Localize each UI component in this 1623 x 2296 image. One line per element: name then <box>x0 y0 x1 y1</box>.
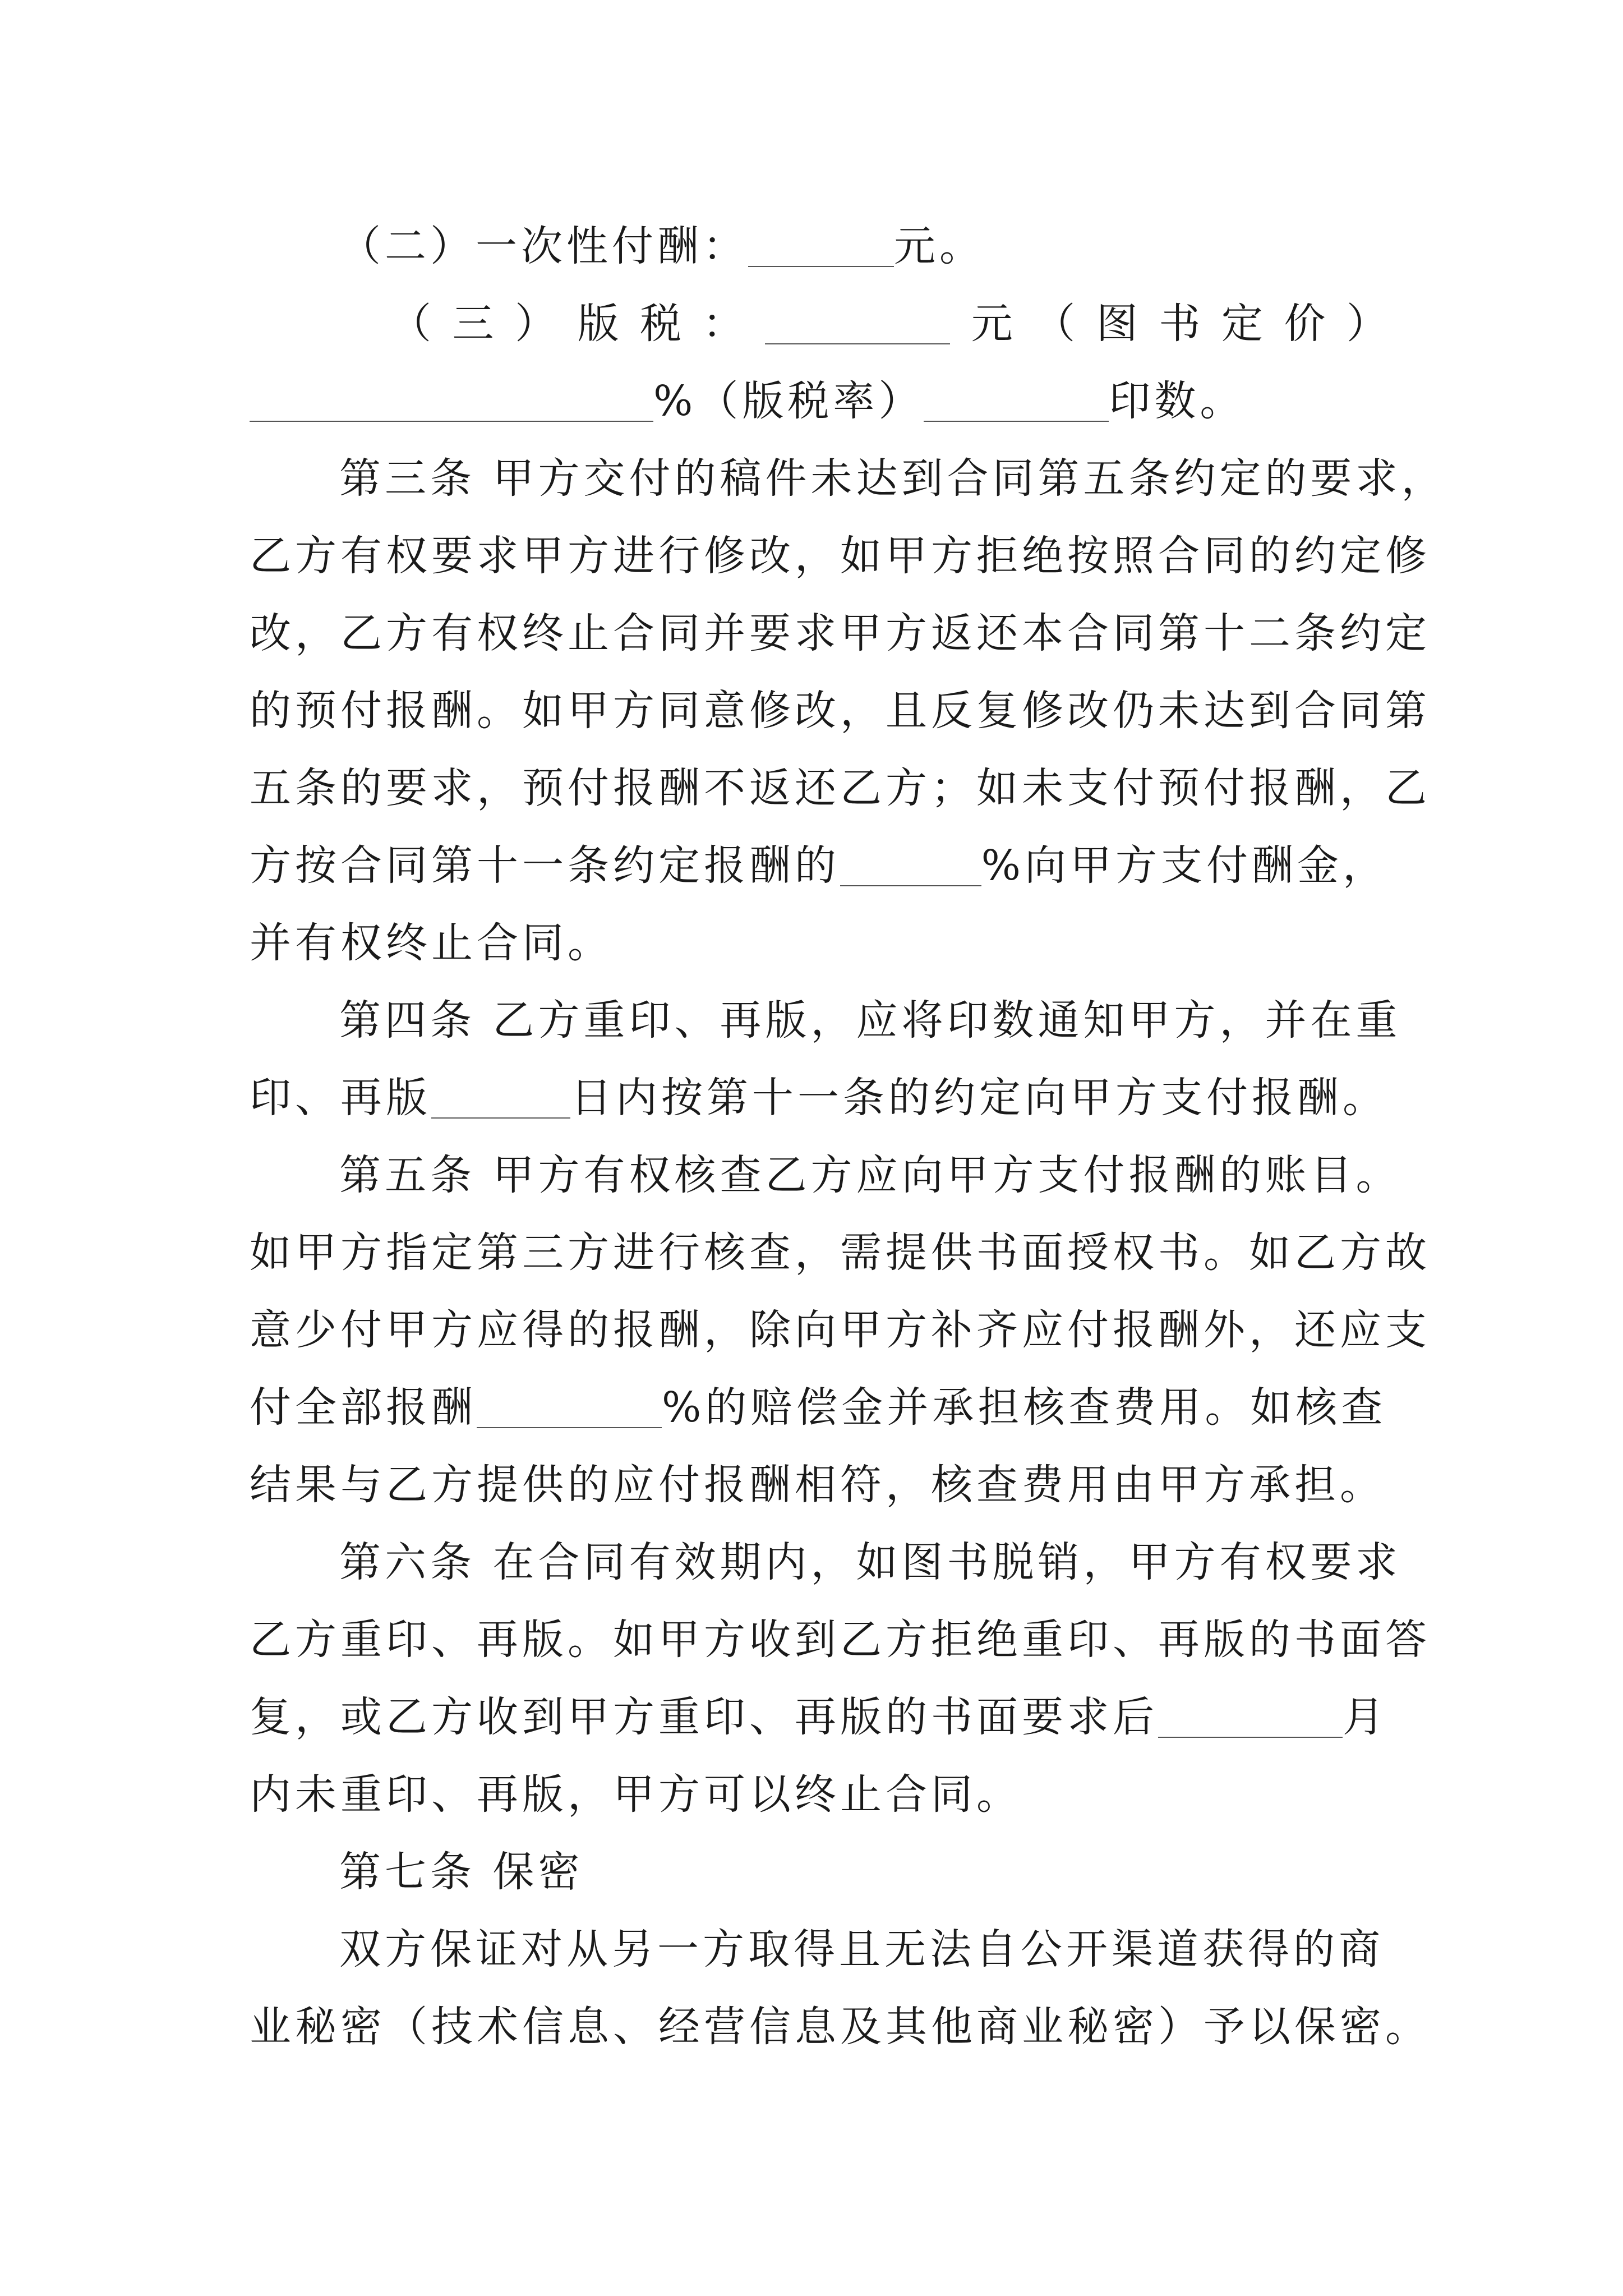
clause-royalty-rate <box>250 362 1388 440</box>
article-6-text: 月 <box>1343 1693 1388 1741</box>
royalty-char: （ <box>1034 300 1076 348</box>
article-6-line <box>250 1678 1388 1756</box>
article-7-title: 第七条 保密 <box>339 1848 584 1896</box>
article-7-line: 双方保证对从另一方取得且无法自公开渠道获得的商 <box>339 1925 1384 1973</box>
royalty-char: 价 <box>1284 300 1326 348</box>
article-3-line: 乙方有权要求甲方进行修改，如甲方拒绝按照合同的约定修 <box>250 532 1431 580</box>
article-4-line <box>250 1059 1388 1137</box>
royalty-char: 元 <box>971 300 1013 348</box>
royalty-rate-label: %（版税率） <box>653 377 924 425</box>
royalty-char: 书 <box>1159 300 1201 348</box>
article-4-text: 印、再版 <box>250 1074 431 1122</box>
article-5-line <box>250 1369 1388 1446</box>
clause-royalty <box>250 285 1388 362</box>
article-3-text: 方按合同第十一条约定报酬的 <box>250 841 840 890</box>
royalty-char: 税 <box>640 300 682 348</box>
royalty-char: 三 <box>452 300 494 348</box>
print-count-blank[interactable] <box>924 380 1109 422</box>
royalty-char: 图 <box>1096 300 1138 348</box>
article-6-line: 乙方重印、再版。如甲方收到乙方拒绝重印、再版的书面答 <box>250 1616 1431 1664</box>
article-3-line: 第三条 甲方交付的稿件未达到合同第五条约定的要求， <box>339 454 1447 503</box>
article-5-line: 如甲方指定第三方进行核查，需提供书面授权书。如乙方故 <box>250 1228 1431 1277</box>
article-6-text: 复，或乙方收到甲方重印、再版的书面要求后 <box>250 1693 1158 1741</box>
royalty-char: ： <box>702 300 744 348</box>
lump-sum-label: （二）一次性付酬： <box>339 222 748 270</box>
royalty-char: 版 <box>577 300 619 348</box>
article-3-text: %向甲方支付酬金， <box>981 841 1388 890</box>
article-3-line: 并有权终止合同。 <box>250 919 613 967</box>
royalty-char: （ <box>390 300 431 348</box>
article-4-line: 第四条 乙方重印、再版，应将印数通知甲方，并在重 <box>339 996 1401 1045</box>
lump-sum-unit: 元。 <box>894 222 985 270</box>
article-3-line: 改，乙方有权终止合同并要求甲方返还本合同第十二条约定 <box>250 609 1431 657</box>
penalty-percent-blank[interactable] <box>840 845 981 886</box>
article-6-line: 第六条 在合同有效期内，如图书脱销，甲方有权要求 <box>339 1538 1401 1586</box>
article-6-line: 内未重印、再版，甲方可以终止合同。 <box>250 1770 1022 1819</box>
royalty-char: 定 <box>1221 300 1263 348</box>
days-blank[interactable] <box>431 1077 570 1119</box>
article-5-text: %的赔偿金并承担核查费用。如核查 <box>662 1383 1387 1432</box>
document-page <box>250 208 1447 2065</box>
months-blank[interactable] <box>1158 1696 1343 1738</box>
article-5-line: 意少付甲方应得的报酬，除向甲方补齐应付报酬外，还应支 <box>250 1306 1431 1354</box>
article-5-text: 付全部报酬 <box>250 1383 477 1432</box>
compensation-percent-blank[interactable] <box>477 1387 662 1428</box>
price-blank[interactable] <box>250 380 653 422</box>
royalty-blank[interactable] <box>765 303 950 344</box>
royalty-char: ） <box>1346 300 1388 348</box>
article-3-line: 五条的要求，预付报酬不返还乙方；如未支付预付报酬，乙 <box>250 764 1431 812</box>
print-count-label: 印数。 <box>1109 377 1246 425</box>
royalty-char: ） <box>515 300 557 348</box>
article-7-line: 业秘密（技术信息、经营信息及其他商业秘密）予以保密。 <box>250 2003 1431 2051</box>
article-5-line: 第五条 甲方有权核查乙方应向甲方支付报酬的账目。 <box>339 1151 1401 1199</box>
lump-sum-blank[interactable] <box>748 226 894 267</box>
clause-lump-sum <box>250 208 1388 285</box>
article-5-line: 结果与乙方提供的应付报酬相符，核查费用由甲方承担。 <box>250 1461 1385 1509</box>
article-3-line: 的预付报酬。如甲方同意修改，且反复修改仍未达到合同第 <box>250 687 1431 735</box>
article-4-text: 日内按第十一条的约定向甲方支付报酬。 <box>570 1074 1388 1122</box>
article-3-line <box>250 827 1388 904</box>
